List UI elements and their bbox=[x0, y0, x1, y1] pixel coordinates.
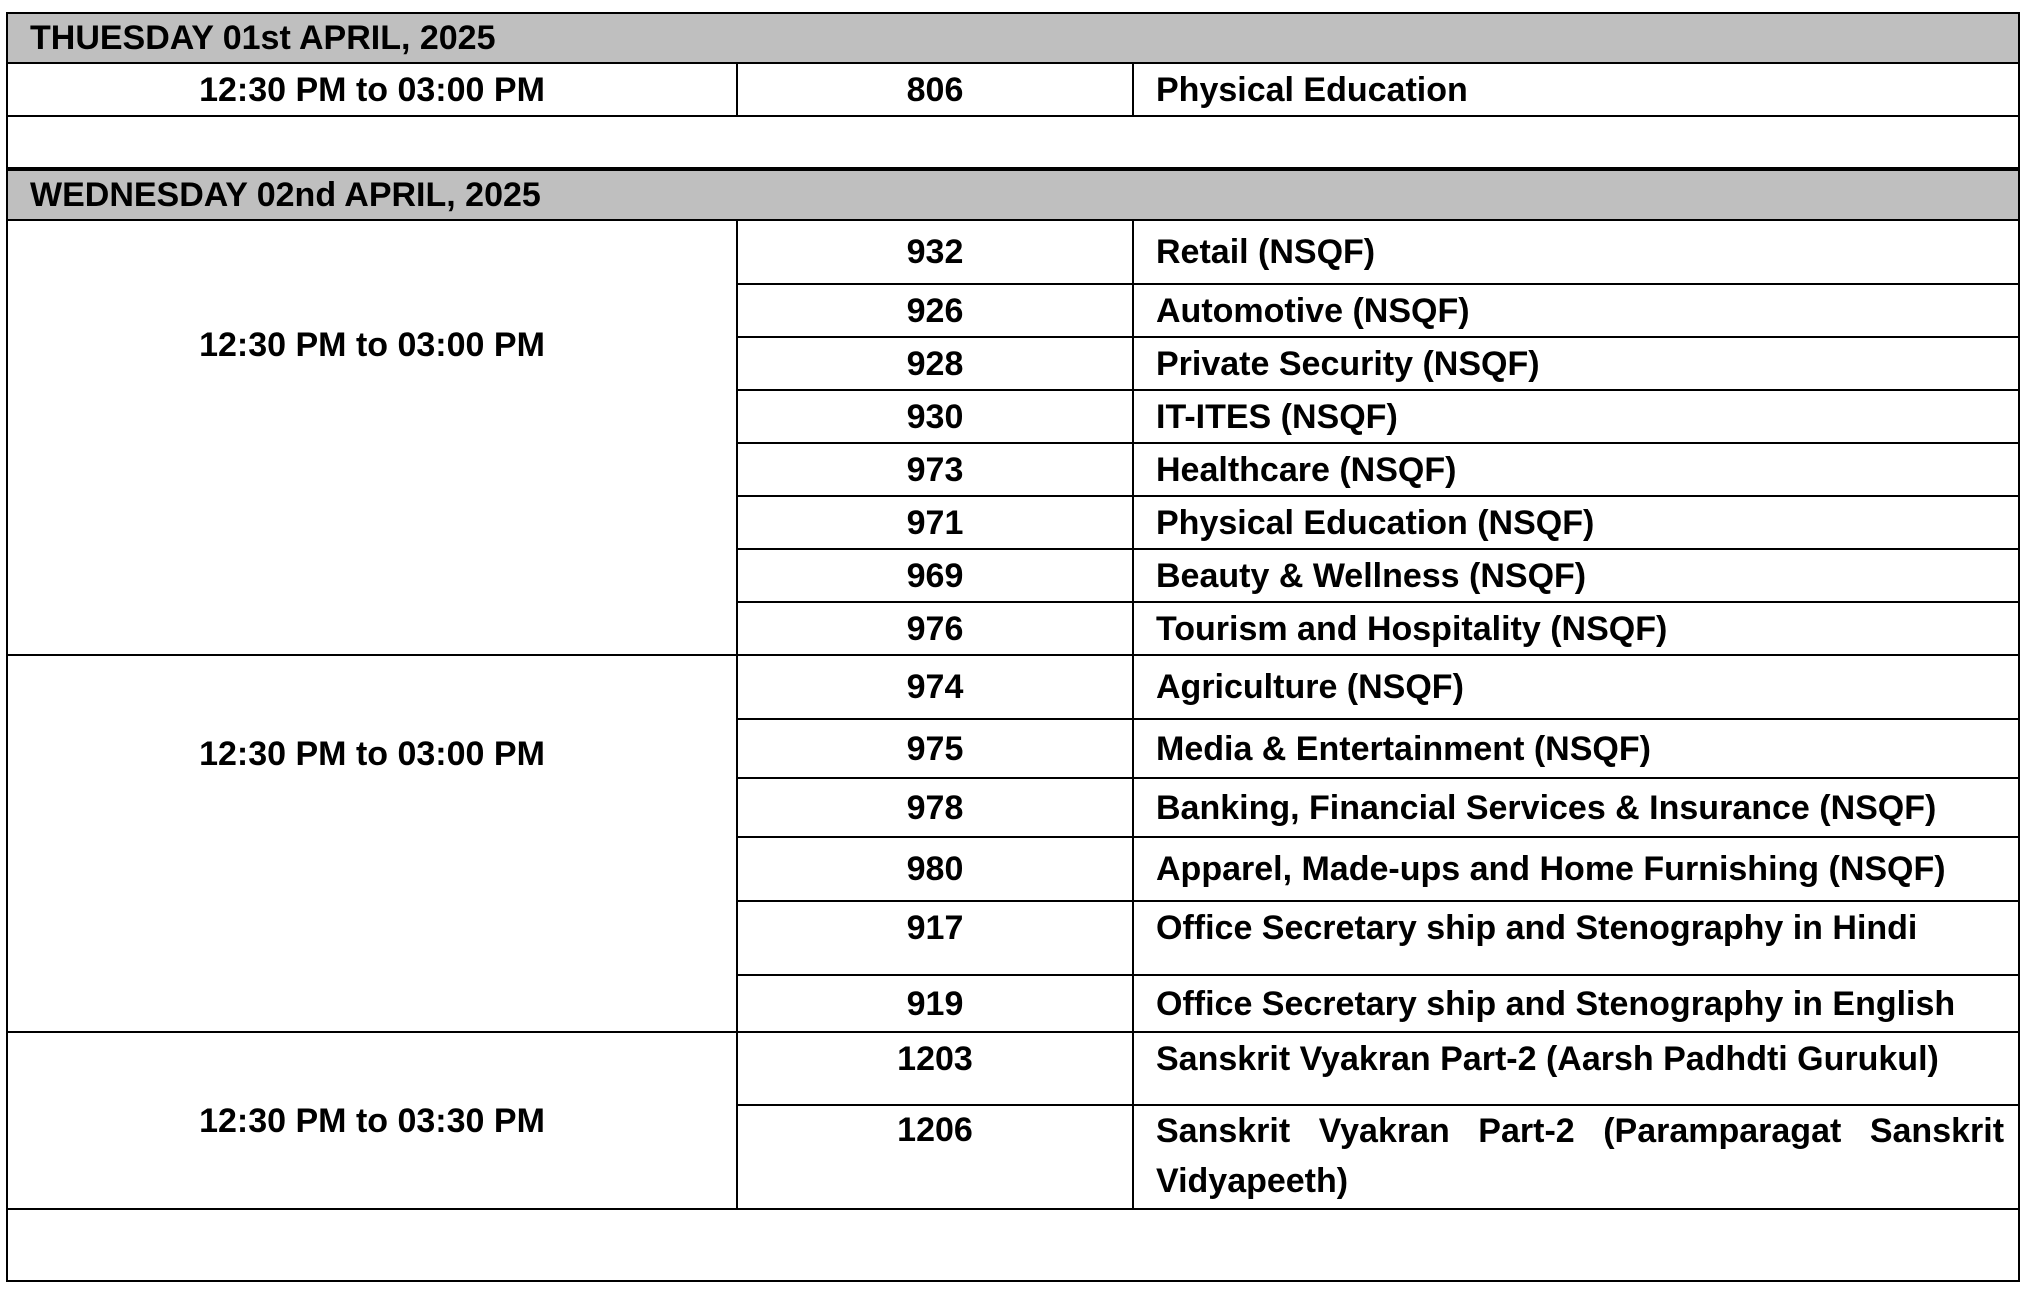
spacer-row bbox=[7, 116, 2019, 169]
day-header-row bbox=[7, 13, 2019, 63]
subject-name: Beauty & Wellness (NSQF) bbox=[1133, 549, 2019, 602]
subject-name: Healthcare (NSQF) bbox=[1133, 443, 2019, 496]
spacer-cell bbox=[7, 1209, 2019, 1281]
table-row bbox=[7, 63, 2019, 116]
table-row bbox=[7, 1032, 2019, 1105]
subject-name: Physical Education (NSQF) bbox=[1133, 496, 2019, 549]
spacer-cell bbox=[7, 116, 2019, 169]
subject-name: Agriculture (NSQF) bbox=[1133, 655, 2019, 719]
subject-code: 928 bbox=[737, 337, 1133, 390]
day-header: THUESDAY 01st APRIL, 2025 bbox=[7, 13, 2019, 63]
spacer-row bbox=[7, 1209, 2019, 1281]
subject-code: 969 bbox=[737, 549, 1133, 602]
table-row bbox=[7, 220, 2019, 284]
subject-code: 971 bbox=[737, 496, 1133, 549]
subject-code: 973 bbox=[737, 443, 1133, 496]
subject-name: Sanskrit Vyakran Part-2 (Paramparagat Sanskrit Vidyapeeth) bbox=[1133, 1105, 2019, 1209]
subject-code: 917 bbox=[737, 901, 1133, 975]
subject-code: 974 bbox=[737, 655, 1133, 719]
schedule-table bbox=[6, 12, 2020, 1282]
subject-name: Private Security (NSQF) bbox=[1133, 337, 2019, 390]
subject-code: 932 bbox=[737, 220, 1133, 284]
subject-code: 1203 bbox=[737, 1032, 1133, 1105]
subject-code: 976 bbox=[737, 602, 1133, 655]
time-slot: 12:30 PM to 03:00 PM bbox=[7, 220, 737, 655]
subject-name: Automotive (NSQF) bbox=[1133, 284, 2019, 337]
subject-name: Apparel, Made-ups and Home Furnishing (NSQF) bbox=[1133, 837, 2019, 901]
subject-code: 980 bbox=[737, 837, 1133, 901]
time-slot: 12:30 PM to 03:30 PM bbox=[7, 1032, 737, 1209]
subject-code: 926 bbox=[737, 284, 1133, 337]
subject-name: Media & Entertainment (NSQF) bbox=[1133, 719, 2019, 778]
table-row bbox=[7, 655, 2019, 719]
subject-name: Retail (NSQF) bbox=[1133, 220, 2019, 284]
day-header: WEDNESDAY 02nd APRIL, 2025 bbox=[7, 169, 2019, 220]
subject-code: 1206 bbox=[737, 1105, 1133, 1209]
time-slot: 12:30 PM to 03:00 PM bbox=[7, 63, 737, 116]
exam-schedule bbox=[6, 12, 2018, 1282]
subject-code: 806 bbox=[737, 63, 1133, 116]
time-slot: 12:30 PM to 03:00 PM bbox=[7, 655, 737, 1032]
subject-name: Office Secretary ship and Stenography in English bbox=[1133, 975, 2019, 1032]
subject-code: 919 bbox=[737, 975, 1133, 1032]
subject-name: Tourism and Hospitality (NSQF) bbox=[1133, 602, 2019, 655]
subject-name: Sanskrit Vyakran Part-2 (Aarsh Padhdti Gurukul) bbox=[1133, 1032, 2019, 1105]
subject-name: Banking, Financial Services & Insurance (NSQF) bbox=[1133, 778, 2019, 837]
subject-code: 975 bbox=[737, 719, 1133, 778]
subject-name: Physical Education bbox=[1133, 63, 2019, 116]
subject-name: IT-ITES (NSQF) bbox=[1133, 390, 2019, 443]
subject-code: 978 bbox=[737, 778, 1133, 837]
subject-name: Office Secretary ship and Stenography in Hindi bbox=[1133, 901, 2019, 975]
day-header-row bbox=[7, 169, 2019, 220]
subject-code: 930 bbox=[737, 390, 1133, 443]
